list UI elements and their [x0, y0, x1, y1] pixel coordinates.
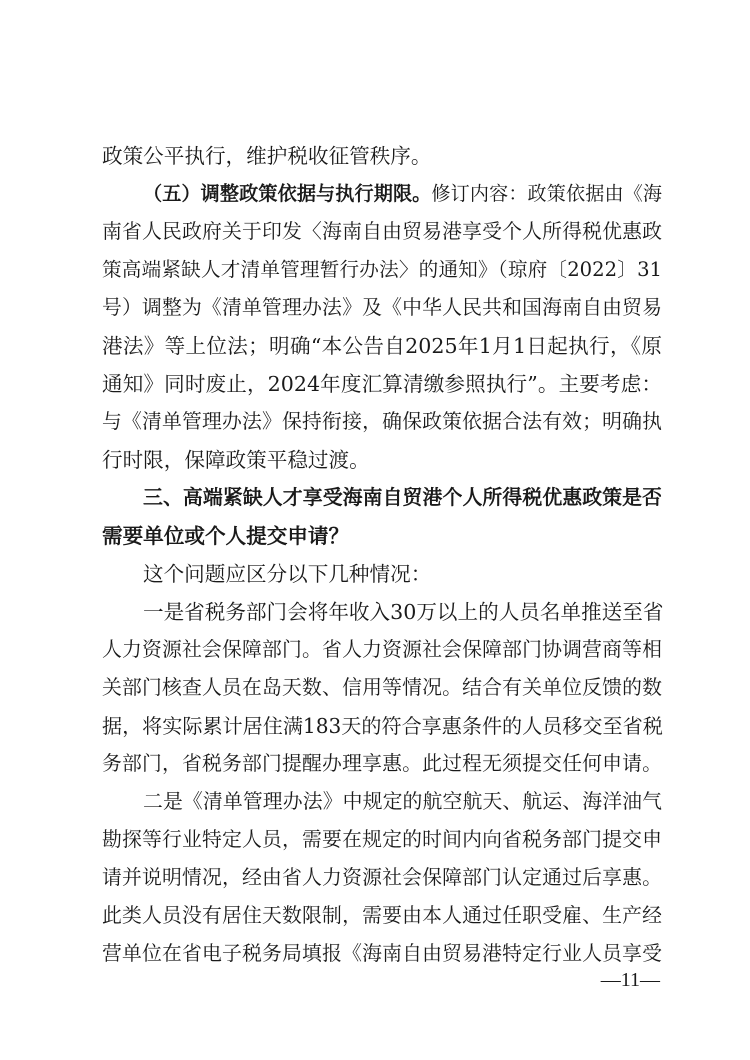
page-number: —11—: [600, 969, 660, 991]
paragraph-line: 营单位在省电子税务局填报《海南自由贸易港特定行业人员享受: [102, 942, 662, 965]
paragraph-line: 这个问题应区分以下几种情况：: [143, 562, 432, 586]
paragraph-line: 与《清单管理办法》保持衔接，确保政策依据合法有效；明确执: [102, 410, 662, 433]
paragraph-line: 勘探等行业特定人员，需要在规定的时间内向省税务部门提交申: [102, 828, 662, 851]
section-5-first-line: [143, 178, 662, 210]
paragraph-line: 此类人员没有居住天数限制，需要由本人通过任职受雇、生产经: [102, 904, 662, 927]
paragraph-line: 策高端紧缺人才清单管理暂行办法〉的通知》（琼府〔2022〕31: [102, 258, 662, 281]
paragraph-line: 人力资源社会保障部门。省人力资源社会保障部门协调营商等相: [102, 638, 662, 661]
paragraph-line: 南省人民政府关于印发〈海南自由贸易港享受个人所得税优惠政: [102, 220, 662, 243]
paragraph-line: 务部门，省税务部门提醒办理享惠。此过程无须提交任何申请。: [102, 752, 662, 775]
section-3-heading-line: 三、高端紧缺人才享受海南自贸港个人所得税优惠政策是否: [143, 486, 662, 509]
paragraph-line: 请并说明情况，经由省人力资源社会保障部门认定通过后享惠。: [102, 866, 662, 889]
paragraph-line: 一是省税务部门会将年收入30万以上的人员名单推送至省: [143, 600, 664, 624]
paragraph-line: 号）调整为《清单管理办法》及《中华人民共和国海南自由贸易: [102, 296, 662, 319]
paragraph-line: 港法》等上位法；明确“本公告自2025年1月1日起执行，《原: [102, 334, 662, 358]
paragraph-line: 据，将实际累计居住满183天的符合享惠条件的人员移交至省税: [102, 714, 663, 738]
paragraph-line: 二是《清单管理办法》中规定的航空航天、航运、海洋油气: [143, 790, 662, 813]
paragraph-line: 通知》同时废止，2024年度汇算清缴参照执行”。主要考虑：: [102, 372, 662, 396]
section-5-text: 修订内容：政策依据由《海: [431, 182, 663, 205]
paragraph-line: 行时限，保障政策平稳过渡。: [102, 448, 370, 472]
paragraph-line: 政策公平执行，维护税收征管秩序。: [102, 144, 432, 168]
section-3-heading-line: 需要单位或个人提交申请？: [102, 524, 350, 548]
section-5-heading: （五）调整政策依据与执行期限。: [143, 182, 432, 205]
paragraph-line: 关部门核查人员在岛天数、信用等情况。结合有关单位反馈的数: [102, 676, 662, 699]
